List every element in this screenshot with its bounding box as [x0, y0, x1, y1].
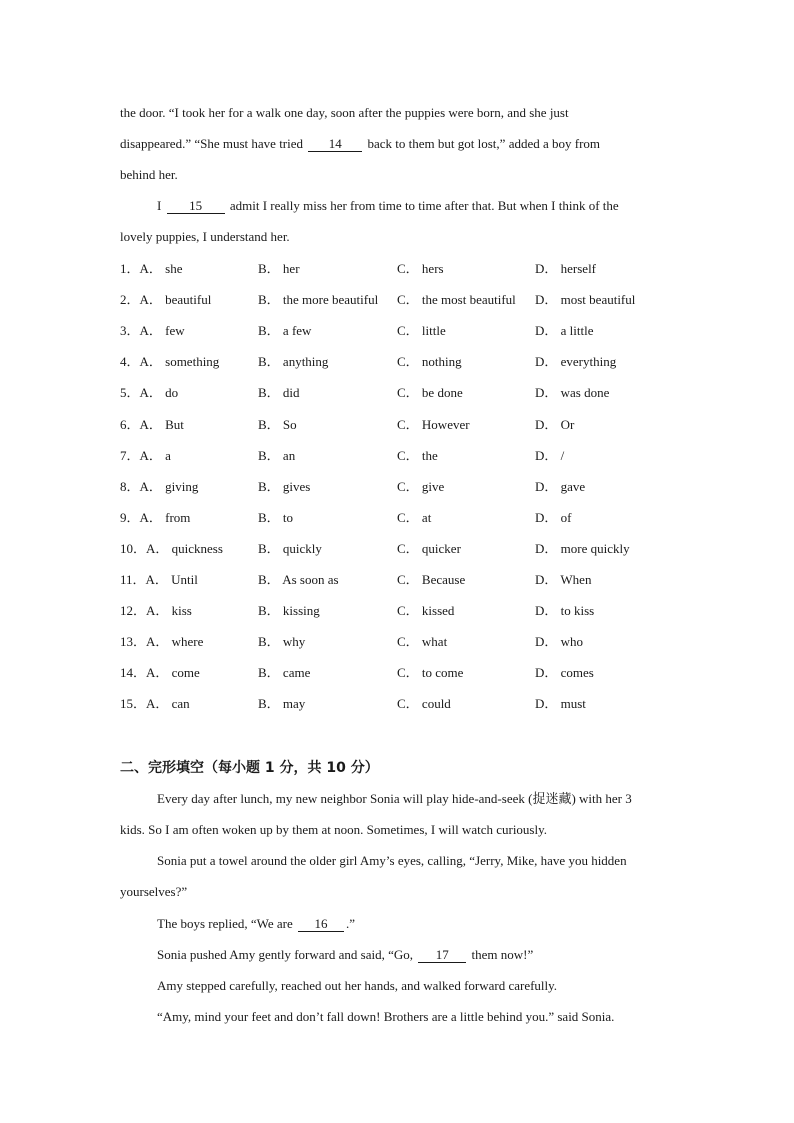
option-d[interactable]: D． more quickly [535, 540, 630, 556]
option-a[interactable]: 15．A． can [120, 696, 190, 712]
option-row [120, 260, 680, 278]
option-row [120, 322, 680, 340]
passage-text: Sonia pushed Amy gently forward and said, “Go, [157, 947, 413, 962]
passage-text: disappeared.” “She must have tried [120, 136, 304, 151]
passage-line: the door. “I took her for a walk one day, soon after the puppies were born, and she just [120, 105, 569, 120]
passage-line [157, 946, 533, 964]
option-a[interactable]: 2．A． beautiful [120, 292, 212, 308]
option-c[interactable]: C． hers [397, 261, 444, 276]
option-d[interactable]: D． of [535, 509, 572, 525]
passage-text: .” [346, 916, 356, 931]
option-d[interactable]: D． everything [535, 354, 617, 370]
option-c[interactable]: C． Because [397, 572, 466, 587]
option-d[interactable]: D． who [535, 634, 584, 650]
passage-line: lovely puppies, I understand her. [120, 229, 290, 244]
option-b[interactable]: B． did [258, 385, 300, 401]
option-a[interactable]: 13．A． where [120, 634, 204, 650]
option-a[interactable]: 11．A． Until [120, 572, 198, 587]
option-b[interactable]: B． kissing [258, 603, 320, 619]
option-row [120, 695, 680, 713]
option-b[interactable]: B． may [258, 696, 306, 712]
passage-line: behind her. [120, 167, 178, 182]
option-d[interactable]: D． was done [535, 385, 610, 401]
passage-line: Sonia put a towel around the older girl Amy’s eyes, calling, “Jerry, Mike, have you hidden [157, 853, 627, 868]
option-row [120, 416, 680, 434]
option-a[interactable]: 8．A． giving [120, 478, 199, 494]
option-c[interactable]: C． to come [397, 665, 464, 681]
option-a[interactable]: 9．A． from [120, 509, 191, 525]
option-d[interactable]: D． Or [535, 416, 575, 432]
option-d[interactable]: D． to kiss [535, 603, 595, 619]
option-a[interactable]: 3．A． few [120, 323, 185, 339]
option-d[interactable]: D． / [535, 447, 565, 463]
option-b[interactable]: B． So [258, 416, 297, 432]
option-b[interactable]: B． As soon as [258, 572, 339, 587]
option-row [120, 384, 680, 402]
option-b[interactable]: B． came [258, 665, 311, 681]
option-c[interactable]: C． give [397, 478, 445, 494]
option-c[interactable]: C． could [397, 696, 451, 712]
option-b[interactable]: B． the more beautiful [258, 292, 379, 308]
option-b[interactable]: B． anything [258, 354, 329, 370]
option-a[interactable]: 4．A． something [120, 354, 220, 370]
option-row [120, 353, 680, 371]
option-a[interactable]: 12．A． kiss [120, 603, 192, 619]
passage-line: “Amy, mind your feet and don’t fall down! Brothers are a little behind you.” said Sonia. [157, 1009, 615, 1024]
option-d[interactable]: D． most beautiful [535, 292, 636, 308]
option-c[interactable]: C． kissed [397, 603, 455, 619]
passage-line [157, 197, 619, 215]
option-row [120, 478, 680, 496]
passage-text: I [157, 198, 162, 213]
option-row [120, 602, 680, 620]
option-d[interactable]: D． must [535, 696, 586, 712]
option-row [120, 633, 680, 651]
option-b[interactable]: B． why [258, 634, 306, 650]
passage-line: yourselves?” [120, 884, 188, 899]
blank-15[interactable]: 15 [167, 198, 225, 214]
option-b[interactable]: B． gives [258, 478, 311, 494]
blank-17[interactable]: 17 [418, 947, 466, 963]
option-row [120, 291, 680, 309]
passage-line: Every day after lunch, my new neighbor Sonia will play hide-and-seek (捉迷藏) with her 3 [157, 791, 632, 806]
passage-line: Amy stepped carefully, reached out her hands, and walked forward carefully. [157, 978, 558, 993]
passage-text: back to them but got lost,” added a boy from [367, 136, 601, 151]
option-d[interactable]: D． herself [535, 261, 597, 276]
option-row [120, 540, 680, 558]
option-d[interactable]: D． When [535, 572, 592, 587]
option-b[interactable]: B． a few [258, 323, 312, 339]
option-c[interactable]: C． what [397, 634, 448, 650]
option-a[interactable]: 14．A． come [120, 665, 200, 681]
section-heading: 二、完形填空（每小题 1 分，共 10 分） [120, 760, 379, 776]
option-b[interactable]: B． quickly [258, 540, 322, 556]
option-row [120, 664, 680, 682]
option-row [120, 447, 680, 465]
option-c[interactable]: C． However [397, 416, 470, 432]
option-d[interactable]: D． a little [535, 323, 594, 339]
option-c[interactable]: C． the [397, 447, 438, 463]
option-c[interactable]: C． nothing [397, 354, 462, 370]
option-c[interactable]: C． be done [397, 385, 463, 401]
option-c[interactable]: C． quicker [397, 540, 461, 556]
option-row [120, 571, 680, 589]
option-c[interactable]: C． the most beautiful [397, 292, 516, 308]
passage-line [120, 135, 600, 153]
option-c[interactable]: C． at [397, 509, 432, 525]
option-a[interactable]: 6．A． But [120, 416, 184, 432]
option-b[interactable]: B． an [258, 447, 296, 463]
passage-text: admit I really miss her from time to time after that. But when I think of the [229, 198, 619, 213]
blank-16[interactable]: 16 [298, 916, 344, 932]
option-b[interactable]: B． her [258, 261, 300, 276]
option-c[interactable]: C． little [397, 323, 446, 339]
passage-text: The boys replied, “We are [157, 916, 293, 931]
option-b[interactable]: B． to [258, 509, 294, 525]
option-d[interactable]: D． comes [535, 665, 594, 681]
option-a[interactable]: 1．A． she [120, 261, 183, 276]
passage-line: kids. So I am often woken up by them at noon. Sometimes, I will watch curiously. [120, 822, 548, 837]
option-a[interactable]: 10．A． quickness [120, 540, 223, 556]
option-a[interactable]: 7．A． a [120, 447, 171, 463]
option-d[interactable]: D． gave [535, 478, 586, 494]
passage-text: them now!” [471, 947, 534, 962]
option-row [120, 509, 680, 527]
option-a[interactable]: 5．A． do [120, 385, 179, 401]
passage-line [157, 915, 355, 933]
blank-14[interactable]: 14 [308, 136, 362, 152]
